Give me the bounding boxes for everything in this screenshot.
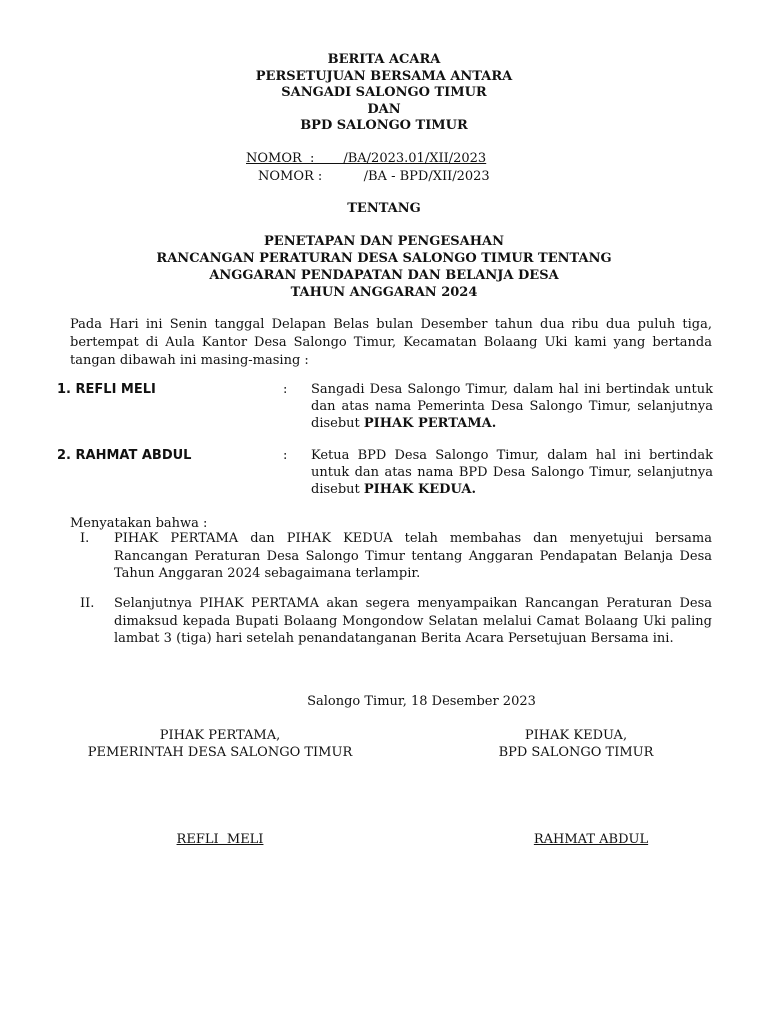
- header-title: BERITA ACARA: [327, 52, 441, 67]
- subject-line-4: TAHUN ANGGARAN 2024: [290, 285, 478, 300]
- header-line-4: DAN: [367, 101, 401, 117]
- header-line-5: BPD SALONGO TIMUR: [300, 118, 468, 133]
- signature-right-space: [460, 761, 692, 831]
- signature-right: [460, 727, 692, 848]
- document-number-second: NOMOR : /BA - BPD/XII/2023: [258, 169, 490, 184]
- party-first-role: PIHAK PERTAMA.: [363, 416, 497, 431]
- signature-right-org: BPD SALONGO TIMUR: [498, 745, 654, 760]
- place-date: Salongo Timur, 18 Desember 2023: [307, 694, 536, 709]
- signature-right-role: PIHAK KEDUA,: [524, 728, 628, 743]
- header-line-3: SANGADI SALONGO TIMUR: [281, 85, 487, 100]
- statement-1-numeral: I.: [80, 531, 90, 546]
- document-header: [0, 52, 768, 135]
- subject-line-3: ANGGARAN PENDAPATAN DAN BELANJA DESA: [209, 268, 559, 283]
- document-number-first: NOMOR : /BA/2023.01/XII/2023: [246, 151, 487, 166]
- subject-line-2: RANCANGAN PERATURAN DESA SALONGO TIMUR TENTANG: [156, 251, 612, 266]
- signature-left-space: [60, 761, 380, 831]
- signature-left: [60, 727, 380, 848]
- section-heading-tentang: TENTANG: [347, 201, 421, 216]
- party-second-colon: :: [283, 448, 288, 463]
- party-second-desc-text: Ketua BPD Desa Salongo Timur, dalam hal ini bertindak untuk dan atas nama BPD Desa Salongo Timur, selanjutnya disebut: [311, 448, 713, 497]
- party-second-role: PIHAK KEDUA.: [363, 482, 476, 497]
- signature-left-org: PEMERINTAH DESA SALONGO TIMUR: [87, 745, 353, 760]
- signature-right-name: RAHMAT ABDUL: [533, 832, 649, 847]
- statement-2-text: Selanjutnya PIHAK PERTAMA akan segera menyampaikan Rancangan Peraturan Desa dimaksud kepada Bupati Bolaang Mongondow Selatan melalui Camat Bolaang Uki paling lambat 3 (tiga) hari setelah penandatanganan Berita Acara Persetujuan Bersama ini.: [114, 596, 712, 646]
- party-first-desc-text: Sangadi Desa Salongo Timur, dalam hal ini bertindak untuk dan atas nama Pemerinta Desa Salongo Timur, selanjutnya disebut: [311, 382, 713, 431]
- header-line-2: PERSETUJUAN BERSAMA ANTARA: [255, 68, 513, 84]
- statement-2-numeral: II.: [80, 596, 95, 611]
- statement-1-text: PIHAK PERTAMA dan PIHAK KEDUA telah membahas dan menyetujui bersama Rancangan Peraturan Desa Salongo Timur tentang Anggaran Pendapatan Belanja Desa Tahun Anggaran 2024 sebagaimana terlampir.: [114, 531, 712, 581]
- party-first-description: [311, 381, 713, 432]
- party-second-description: [311, 447, 713, 498]
- signature-left-role: PIHAK PERTAMA,: [159, 728, 281, 743]
- party-first-colon: :: [283, 382, 288, 397]
- signature-left-name: REFLI MELI: [176, 832, 264, 847]
- intro-paragraph: Pada Hari ini Senin tanggal Delapan Belas bulan Desember tahun dua ribu dua puluh tiga, bertempat di Aula Kantor Desa Salongo Timur, Kecamatan Bolaang Uki kami yang bertanda tangan dibawah ini masing-masing :: [70, 317, 712, 368]
- document-subject: [0, 233, 768, 301]
- subject-line-1: PENETAPAN DAN PENGESAHAN: [264, 234, 504, 249]
- party-second-name: 2. RAHMAT ABDUL: [57, 448, 192, 463]
- statement-intro: Menyatakan bahwa :: [70, 516, 208, 531]
- party-first-name: 1. REFLI MELI: [57, 382, 156, 397]
